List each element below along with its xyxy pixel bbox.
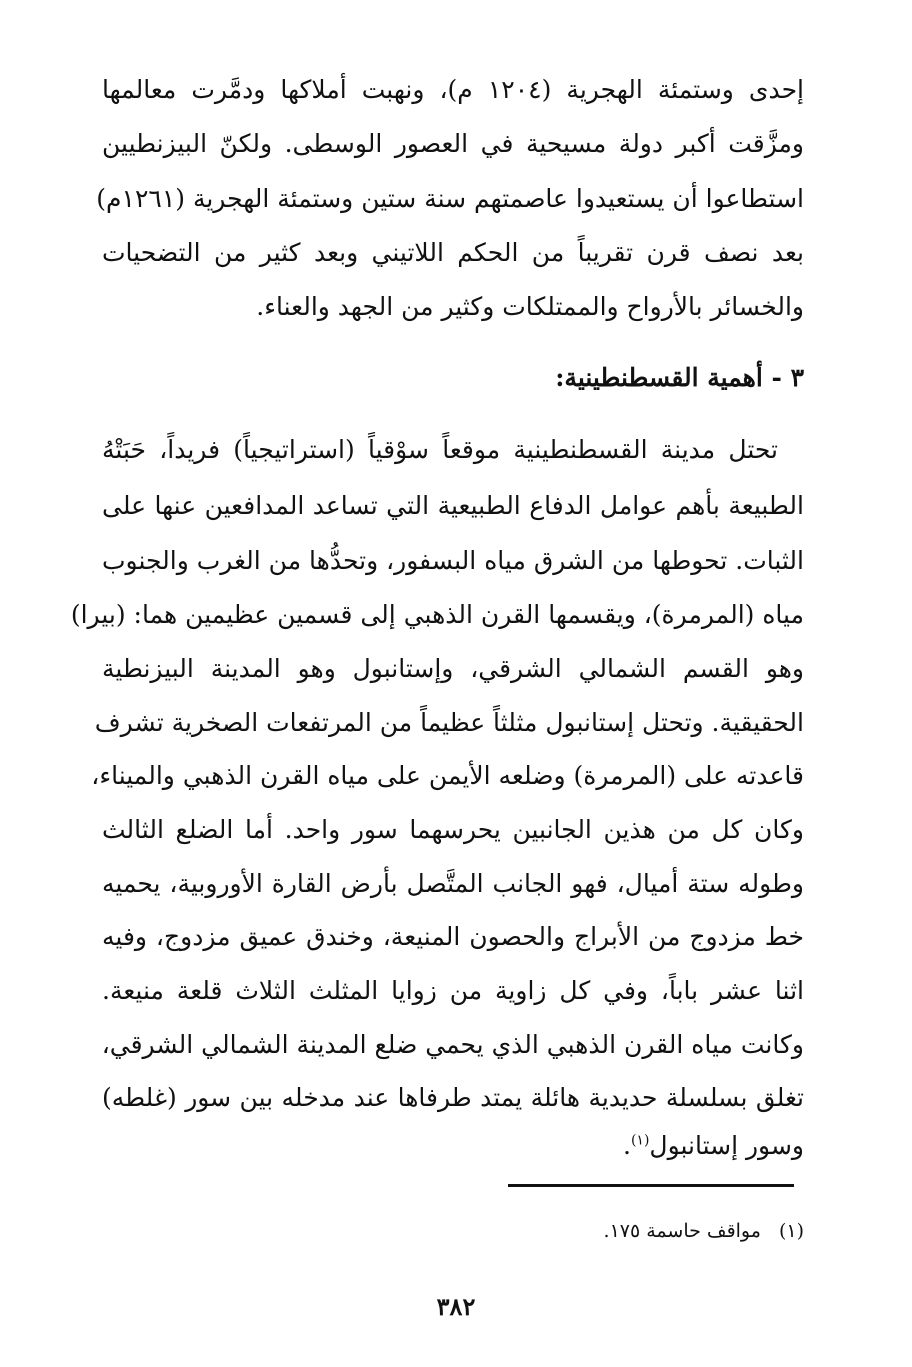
paragraph-line: والخسائر بالأرواح والممتلكات وكثير من الجهد والعناء.	[256, 292, 804, 321]
paragraph-line	[102, 1126, 804, 1166]
paragraph-line: إحدى وستمئة الهجرية (١٢٠٤ م)، ونهبت أملاكها ودمَّرت معالمها	[102, 75, 805, 104]
paragraph-line: الثبات. تحوطها من الشرق مياه البسفور، وتحدُّها من الغرب والجنوب	[102, 546, 804, 575]
paragraph-line: تحتل مدينة القسطنطينية موقعاً سوْقياً (استراتيجياً) فريداً، حَبَتْهُ	[102, 435, 778, 464]
paragraph-end-period: .	[622, 1131, 631, 1160]
paragraph-line: بعد نصف قرن تقريباً من الحكم اللاتيني وبعد كثير من التضحيات	[102, 238, 804, 267]
paragraph-line: تغلق بسلسلة حديدية هائلة يمتد طرفاها عند مدخله بين سور (غلطه)	[102, 1083, 804, 1112]
paragraph-line: قاعدته على (المرمرة) وضلعه الأيمن على مياه القرن الذهبي والميناء،	[91, 761, 804, 790]
paragraph-line-text: وسور إستانبول	[649, 1131, 804, 1160]
page-number: ٣٨٢	[436, 1292, 476, 1321]
paragraph-line: الطبيعة بأهم عوامل الدفاع الطبيعية التي تساعد المدافعين عنها على	[102, 491, 804, 520]
paragraph-line: ومزَّقت أكبر دولة مسيحية في العصور الوسطى. ولكنّ البيزنطيين	[102, 129, 804, 158]
paragraph-line: الحقيقية. وتحتل إستانبول مثلثاً عظيماً من المرتفعات الصخرية تشرف	[94, 708, 804, 737]
paragraph-line: وطوله ستة أميال، فهو الجانب المتَّصل بأرض القارة الأوروبية، يحميه	[102, 869, 804, 898]
paragraph-line: اثنا عشر باباً، وفي كل زاوية من زوايا المثلث الثلاث قلعة منيعة.	[102, 976, 804, 1005]
footnote-reference: (١)	[630, 1132, 650, 1149]
footnote-text: مواقف حاسمة ١٧٥.	[603, 1220, 761, 1242]
footnote	[102, 1215, 804, 1247]
paragraph-line: وكانت مياه القرن الذهبي الذي يحمي ضلع المدينة الشمالي الشرقي،	[101, 1030, 804, 1059]
footnote-number: (١)	[778, 1220, 804, 1242]
paragraph-line: مياه (المرمرة)، ويقسمها القرن الذهبي إلى قسمين عظيمين هما: (بيرا)	[70, 600, 804, 629]
section-heading: ٣ - أهمية القسطنطينية:	[555, 363, 804, 392]
footnote-separator	[508, 1184, 794, 1187]
paragraph-line: وكان كل من هذين الجانبين يحرسهما سور واحد. أما الضلع الثالث	[102, 815, 804, 844]
paragraph-line: استطاعوا أن يستعيدوا عاصمتهم سنة ستين وستمئة الهجرية (١٢٦١م)	[96, 184, 804, 213]
paragraph-line: وهو القسم الشمالي الشرقي، وإستانبول وهو المدينة البيزنطية	[102, 654, 804, 683]
paragraph-line: خط مزدوج من الأبراج والحصون المنيعة، وخندق عميق مزدوج، وفيه	[102, 922, 804, 951]
